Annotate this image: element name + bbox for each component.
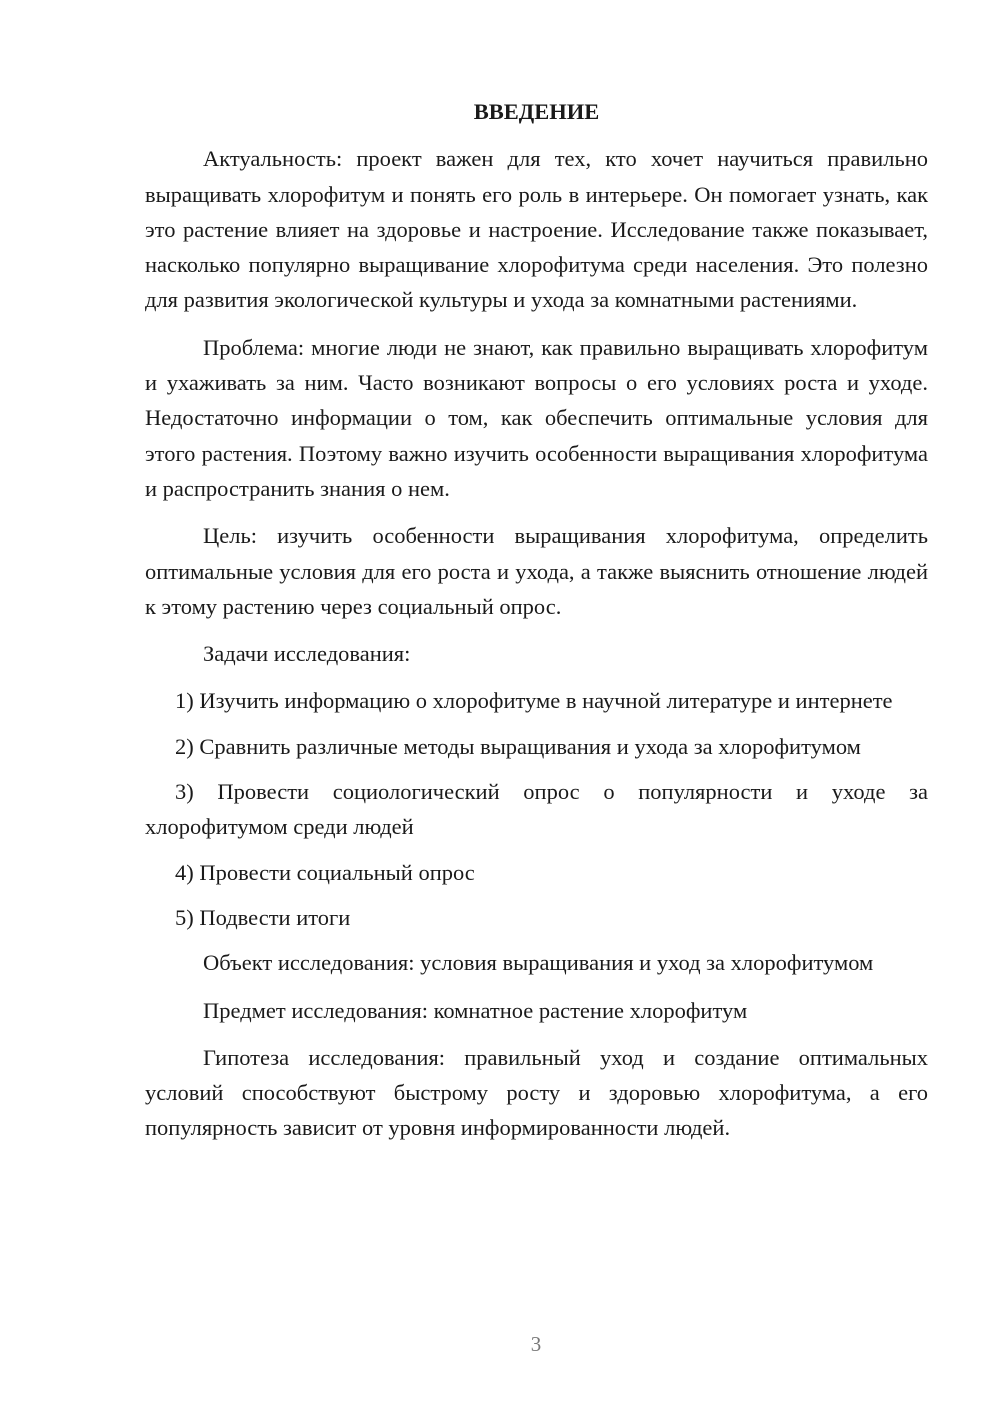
task-item: 2) Сравнить различные методы выращивания и ухода за хлорофитумом <box>175 733 861 759</box>
paragraph-relevance: Актуальность: проект важен для тех, кто хочет научиться правильно выращивать хлорофитум и понять его роль в интерьере. Он помогает узнать, как это растение влияет на здоровье и настроение. Исследование также показывает, насколько популярно выращивание хлорофитума среди населения. Это полезно для развития экологической культуры и ухода за комнатными растениями. <box>145 146 928 313</box>
paragraph-problem: Проблема: многие люди не знают, как правильно выращивать хлорофитум и ухаживать за ним. Часто возникают вопросы о его условиях роста и уходе. Недостаточно информации о том, как обеспечить оптимальные условия для этого растения. Поэтому важно изучить особенности выращивания хлорофитума и распространить знания о нем. <box>145 334 928 501</box>
task-item: 3) Провести социологический опрос о популярности и уходе за хлорофитумом среди людей <box>145 779 928 840</box>
paragraph-goal: Цель: изучить особенности выращивания хлорофитума, определить оптимальные условия для его роста и ухода, а также выяснить отношение людей к этому растению через социальный опрос. <box>145 523 928 619</box>
task-item: 4) Провести социальный опрос <box>175 859 475 885</box>
paragraph-object: Объект исследования: условия выращивания и уход за хлорофитумом <box>203 950 874 976</box>
task-item: 5) Подвести итоги <box>175 904 351 930</box>
task-item: 1) Изучить информацию о хлорофитуме в научной литературе и интернете <box>175 688 893 714</box>
page-number: 3 <box>530 1332 542 1356</box>
section-title: ВВЕДЕНИЕ <box>473 99 600 124</box>
tasks-list <box>145 683 928 935</box>
paragraph-subject: Предмет исследования: комнатное растение хлорофитум <box>203 997 748 1023</box>
paragraph-hypothesis: Гипотеза исследования: правильный уход и создание оптимальных условий способствуют быстрому росту и здоровью хлорофитума, а его популярность зависит от уровня информированности людей. <box>145 1044 928 1141</box>
page-content <box>145 94 928 1158</box>
paragraph-tasks-heading: Задачи исследования: <box>203 641 411 667</box>
